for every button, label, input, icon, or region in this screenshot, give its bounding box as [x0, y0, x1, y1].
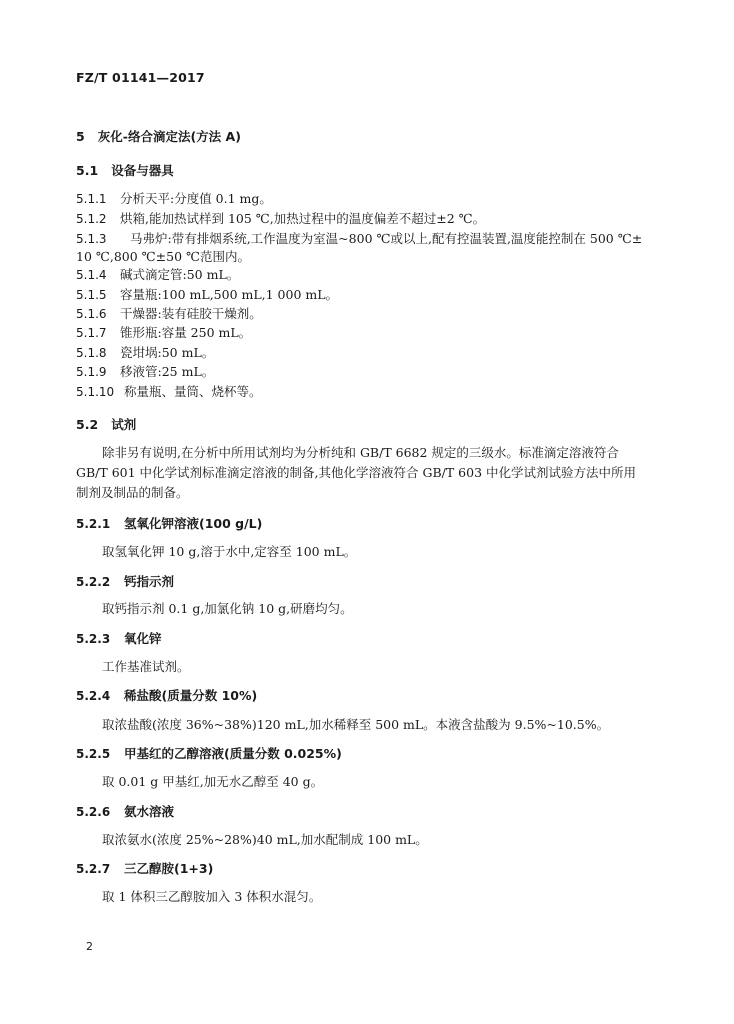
- item-text: 碱式滴定管:50 mL。: [120, 267, 240, 282]
- reagent-heading: [76, 515, 262, 533]
- list-item: [76, 324, 251, 342]
- reagent-heading: [76, 630, 162, 648]
- item-number: 5.1.6: [76, 307, 107, 321]
- reagent-title: 甲基红的乙醇溶液(质量分数 0.025%): [124, 746, 342, 761]
- reagent-number: 5.2.4: [76, 689, 111, 703]
- section-title: 灰化-络合滴定法(方法 A): [97, 129, 241, 144]
- reagent-heading: [76, 687, 257, 705]
- item-text: 称量瓶、量筒、烧杯等。: [124, 384, 262, 399]
- reagent-number: 5.2.2: [76, 575, 111, 589]
- subsection-number: 5.2: [76, 417, 99, 432]
- subsection-title: 设备与器具: [111, 163, 174, 178]
- reagent-title: 稀盐酸(质量分数 10%): [124, 688, 258, 703]
- list-item: [76, 266, 239, 284]
- reagent-description: 取钙指示剂 0.1 g,加氯化钠 10 g,研磨均匀。: [102, 601, 353, 616]
- paragraph-line: 制剂及制品的制备。: [76, 485, 189, 500]
- page-number: 2: [86, 940, 93, 953]
- item-text: 干燥器:装有硅胶干燥剂。: [120, 306, 262, 321]
- item-number: 5.1.8: [76, 346, 107, 360]
- item-number: 5.1.9: [76, 365, 107, 379]
- paragraph-line: 除非另有说明,在分析中所用试剂均为分析纯和 GB/T 6682 规定的三级水。标准滴定溶液符合: [102, 445, 619, 460]
- item-text: 马弗炉:带有排烟系统,工作温度为室温~800 ℃或以上,配有控温装置,温度能控制在 500 ℃±: [130, 231, 643, 246]
- reagent-number: 5.2.1: [76, 517, 111, 531]
- reagent-number: 5.2.7: [76, 862, 111, 876]
- subsection-title: 试剂: [111, 417, 137, 432]
- reagent-number: 5.2.3: [76, 632, 111, 646]
- item-text: 锥形瓶:容量 250 mL。: [120, 325, 252, 340]
- item-text: 容量瓶:100 mL,500 mL,1 000 mL。: [120, 287, 339, 302]
- item-text: 烘箱,能加热试样到 105 ℃,加热过程中的温度偏差不超过±2 ℃。: [120, 211, 486, 226]
- reagent-title: 钙指示剂: [124, 574, 175, 589]
- list-item: [76, 363, 214, 381]
- list-item: [76, 286, 338, 304]
- list-item: [76, 383, 262, 401]
- list-item: [76, 305, 262, 323]
- reagent-title: 氨水溶液: [124, 804, 175, 819]
- reagent-title: 氧化锌: [124, 631, 162, 646]
- reagent-heading: [76, 860, 213, 878]
- item-text: 瓷坩埚:50 mL。: [120, 345, 215, 360]
- reagent-title: 氢氧化钾溶液(100 g/L): [124, 516, 263, 531]
- subsection-heading: [76, 162, 174, 180]
- item-number: 5.1.1: [76, 192, 107, 206]
- reagent-description: 取浓盐酸(浓度 36%~38%)120 mL,加水稀释至 500 mL。本液含盐酸为 9.5%~10.5%。: [102, 717, 610, 732]
- reagent-heading: [76, 745, 342, 763]
- subsection-number: 5.1: [76, 163, 99, 178]
- item-text: 移液管:25 mL。: [120, 364, 215, 379]
- item-number: 5.1.5: [76, 288, 107, 302]
- item-number: 5.1.10: [76, 385, 115, 399]
- paragraph-line: GB/T 601 中化学试剂标准滴定溶液的制备,其他化学溶液符合 GB/T 603 中化学试剂试验方法中所用: [76, 465, 636, 480]
- item-text: 分析天平:分度值 0.1 mg。: [120, 191, 272, 206]
- reagent-number: 5.2.6: [76, 805, 111, 819]
- reagent-title: 三乙醇胺(1+3): [124, 861, 214, 876]
- reagent-description: 取氢氧化钾 10 g,溶于水中,定容至 100 mL。: [102, 544, 357, 559]
- section-number: 5: [76, 129, 85, 144]
- item-number: 5.1.7: [76, 326, 107, 340]
- list-item: [76, 190, 272, 208]
- list-item: [76, 344, 214, 362]
- list-item: [76, 230, 642, 248]
- reagent-description: 取 1 体积三乙醇胺加入 3 体积水混匀。: [102, 889, 322, 904]
- reagent-description: 工作基准试剂。: [102, 659, 190, 674]
- reagent-number: 5.2.5: [76, 747, 111, 761]
- reagent-description: 取浓氨水(浓度 25%~28%)40 mL,加水配制成 100 mL。: [102, 832, 428, 847]
- list-item: [76, 210, 485, 228]
- item-number: 5.1.3: [76, 232, 107, 246]
- reagent-heading: [76, 803, 174, 821]
- reagent-heading: [76, 573, 174, 591]
- section-heading: [76, 128, 241, 146]
- item-number: 5.1.2: [76, 212, 107, 226]
- item-continuation: 10 ℃,800 ℃±50 ℃范围内。: [76, 249, 250, 264]
- subsection-heading: [76, 416, 136, 434]
- item-number: 5.1.4: [76, 268, 107, 282]
- reagent-description: 取 0.01 g 甲基红,加无水乙醇至 40 g。: [102, 774, 324, 789]
- standard-code: FZ/T 01141—2017: [76, 70, 205, 85]
